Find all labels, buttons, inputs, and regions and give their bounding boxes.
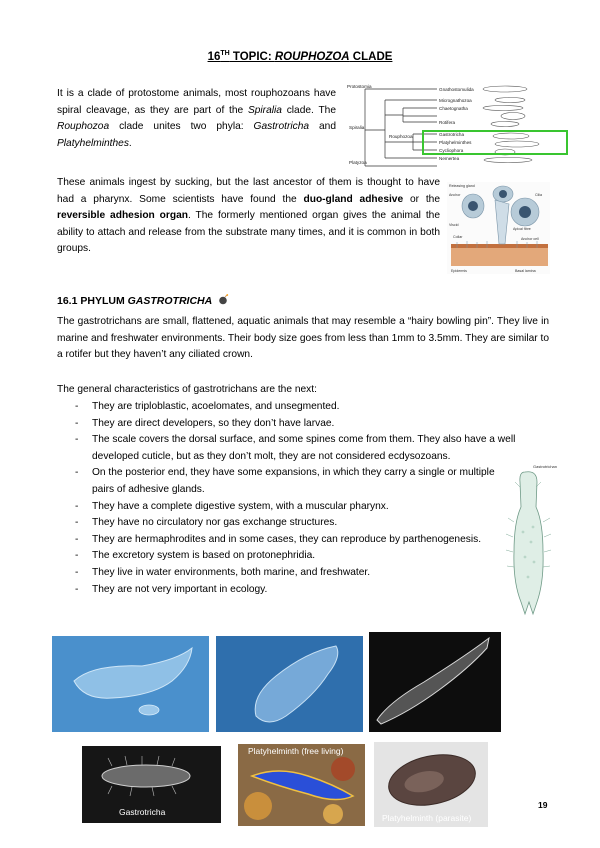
gastrotricha-description: The gastrotrichans are small, flattened, aquatic animals that may resemble a “hairy bowling pin”. They live in marine and freshwater environments. Their body size goes from less than 1mm to 3.5mm. They are similar to a rotifer but they haven’t any ciliated crown. [57, 316, 549, 361]
characteristics-list [57, 399, 516, 598]
svg-text:Viscid: Viscid [449, 223, 459, 227]
list-item: - The excretory system is based on protonephridia. [57, 548, 497, 565]
tree-label: Protostomia [347, 84, 372, 89]
tree-label: Platyzoa [349, 160, 367, 165]
tree-label: Spiralia [349, 125, 365, 130]
list-item: - They have no circulatory nor gas exchange structures. [57, 515, 497, 532]
tree-label: Rouphozoa [389, 134, 413, 139]
list-item: - They live in water environments, both marine, and freshwater. [57, 565, 497, 582]
duo-gland-figure [447, 182, 550, 274]
list-item: - They are triploblastic, acoelomates, and unsegmented. [57, 399, 497, 416]
tree-label: Platyhelminthes [439, 140, 472, 145]
list-item: - They have a complete digestive system, with a muscular pharynx. [57, 499, 497, 516]
photo-caption: Platyhelminth (free living) [248, 746, 344, 756]
list-intro: The general characteristics of gastrotrichans are the next: [57, 384, 317, 395]
photo-gastrotricha [82, 746, 221, 823]
intro-paragraph: It is a clade of protostome animals, most rouphozoans have spiral cleavage, as they are part of the Spiralia clade. The Rouphozoa clade unites two phyla: Gastrotricha and Platyhelminthes. [57, 88, 337, 149]
adhesion-paragraph: These animals ingest by sucking, but the last ancestor of them is thought to have had a pharynx. Some scientists have found the duo-gland adhesive or the reversible adhesion organ. The formerly mentioned organ gives the animal the ability to attach and release from the substrate many times, and it is common in both groups. [57, 177, 441, 255]
svg-text:Anchor cell: Anchor cell [521, 237, 539, 241]
page-title: 16TH TOPIC: ROUPHOZOA CLADE [207, 50, 393, 63]
photo-gastrotrich-dark [369, 632, 501, 732]
photo-caption: Platyhelminth (parasite) [382, 813, 472, 823]
photo-gastrotrich-dic-1 [52, 636, 209, 732]
list-item: - They are not very important in ecology. [57, 582, 497, 599]
photo-flatworm-parasite [374, 742, 488, 827]
gastrotrichan-drawing [503, 462, 558, 622]
svg-text:Epidermis: Epidermis [451, 269, 467, 273]
list-item: - On the posterior end, they have some expansions, in which they carry a single or multiple pairs of adhesive glands. [57, 465, 497, 498]
phylogeny-figure [345, 80, 570, 172]
svg-text:Basal lamina: Basal lamina [515, 269, 536, 273]
svg-text:Collar: Collar [453, 235, 463, 239]
tree-label: Chaetognatha [439, 106, 468, 111]
list-item: - They are hermaphrodites and in some cases, they can reproduce by parthenogenesis. [57, 532, 497, 549]
svg-text:Cilia: Cilia [535, 193, 542, 197]
svg-text:Gastrotrichan: Gastrotrichan [533, 464, 558, 469]
bomb-icon [218, 294, 229, 308]
svg-text:Releasing gland: Releasing gland [449, 184, 475, 188]
list-item: - The scale covers the dorsal surface, and some spines come from them. They also have a well developed cuticle, but as they don’t molt, they are not considered ecdysozoans. [57, 432, 548, 465]
tree-label: Cycliophora [439, 148, 464, 153]
tree-label: Rotifera [439, 120, 456, 125]
list-item: - They are direct developers, so they don’t have larvae. [57, 416, 497, 433]
tree-label: Gnathostomulida [439, 87, 474, 92]
svg-text:Anchor: Anchor [449, 193, 461, 197]
photo-flatworm-free [238, 744, 365, 826]
tree-label: Micrognathozoa [439, 98, 472, 103]
page-number: 19 [538, 800, 548, 810]
tree-label: Gastrotricha [439, 132, 465, 137]
tree-label: Nemertea [439, 156, 460, 161]
photo-caption: Gastrotricha [119, 807, 166, 817]
svg-text:Apical fibre: Apical fibre [513, 227, 531, 231]
photo-gastrotrich-dic-2 [216, 636, 363, 732]
section-heading: 16.1 PHYLUM GASTROTRICHA [57, 294, 229, 308]
